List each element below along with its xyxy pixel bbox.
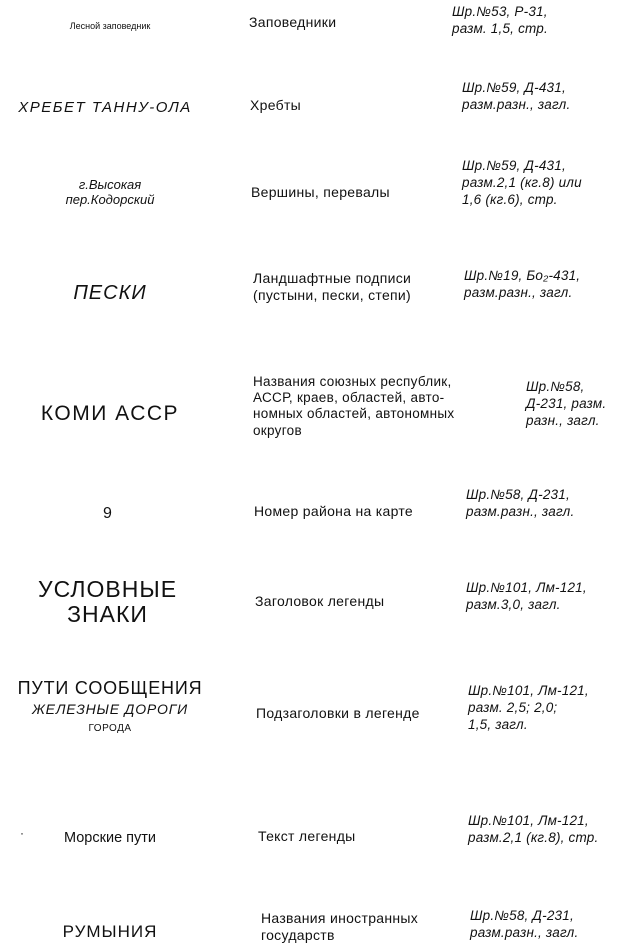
font-spec bbox=[466, 487, 574, 521]
description bbox=[256, 705, 420, 722]
description bbox=[254, 503, 413, 520]
sample-legend-subtitles bbox=[4, 678, 216, 734]
description bbox=[253, 374, 454, 439]
sample-komi bbox=[10, 402, 210, 426]
description bbox=[255, 593, 384, 610]
spec-line: разм.2,1 (кг.8) или bbox=[462, 174, 582, 190]
sample-line: УСЛОВНЫЕ bbox=[37, 576, 178, 602]
font-spec bbox=[452, 4, 548, 38]
font-spec bbox=[462, 158, 582, 209]
spec-line: Шр.№101, Лм-121, bbox=[468, 813, 589, 828]
description-line: Названия иностранных bbox=[261, 910, 419, 926]
font-spec bbox=[468, 683, 589, 734]
spec-line: Шр.№59, Д-431, bbox=[462, 158, 566, 173]
spec-line: разм.3,0, загл. bbox=[466, 596, 561, 612]
font-spec bbox=[464, 268, 580, 302]
description-line: Хребты bbox=[250, 97, 302, 113]
spec-line: Д-231, разм. bbox=[526, 395, 607, 411]
spec-line: Шр.№101, Лм-121, bbox=[468, 683, 589, 698]
description-line: Заповедники bbox=[249, 14, 337, 30]
spec-line: Шр.№101, Лм-121, bbox=[466, 580, 587, 595]
sample-reserve bbox=[20, 21, 200, 31]
description-line: (пустыни, пески, степи) bbox=[253, 286, 411, 303]
description-line: номных областей, автономных bbox=[253, 406, 455, 422]
description bbox=[258, 828, 356, 845]
spec-line: Шр.№58, bbox=[526, 379, 585, 394]
spec-line: разм. 1,5, стр. bbox=[452, 20, 548, 36]
sample-line: КОМИ АССР bbox=[40, 402, 180, 425]
sample-line: ПУТИ СООБЩЕНИЯ bbox=[17, 678, 203, 698]
description bbox=[251, 184, 390, 201]
font-spec bbox=[462, 80, 570, 114]
description-line: Названия союзных республик, bbox=[253, 374, 452, 389]
description-line: АССР, краев, областей, авто- bbox=[253, 390, 445, 406]
spec-line: Шр.№53, Р-31, bbox=[452, 4, 548, 19]
spec-line: разм.2,1 (кг.8), стр. bbox=[468, 829, 599, 845]
description-line: Вершины, перевалы bbox=[251, 184, 390, 200]
spec-line: Шр.№58, Д-231, bbox=[466, 487, 570, 502]
description-line: Заголовок легенды bbox=[255, 593, 385, 609]
description-line: Подзаголовки в легенде bbox=[256, 705, 420, 721]
sample-line: ГОРОДА bbox=[88, 722, 132, 734]
font-spec bbox=[526, 379, 606, 430]
description-line: государств bbox=[261, 926, 335, 943]
sample-ridge bbox=[10, 99, 200, 116]
spec-line: разм.разн., загл. bbox=[462, 96, 571, 112]
spec-line: разм.разн., загл. bbox=[470, 924, 579, 940]
spec-line: разм.разн., загл. bbox=[464, 284, 573, 300]
sample-line: ХРЕБЕТ ТАННУ-ОЛА bbox=[18, 99, 192, 116]
description-line: Текст легенды bbox=[258, 828, 356, 844]
spec-line: 1,5, загл. bbox=[468, 716, 528, 732]
sample-line: ЗНАКИ bbox=[67, 601, 148, 628]
spec-line: разм. 2,5; 2,0; bbox=[468, 699, 558, 715]
sample-line: пер.Кодорский bbox=[65, 191, 155, 207]
spec-line: 1,6 (кг.6), стр. bbox=[462, 191, 558, 207]
sample-romania bbox=[10, 922, 210, 942]
spec-line: Шр.№19, Бо₂-431, bbox=[464, 268, 581, 283]
description-line: Ландшафтные подписи bbox=[253, 270, 412, 286]
description bbox=[253, 270, 411, 304]
sample-line: 9 bbox=[103, 505, 112, 522]
sample-line: ЖЕЛЕЗНЫЕ ДОРОГИ bbox=[32, 700, 188, 717]
sample-district-number bbox=[10, 505, 205, 523]
spec-line: разм.разн., загл. bbox=[466, 503, 575, 519]
sample-line: РУМЫНИЯ bbox=[62, 922, 158, 941]
spec-line: разн., загл. bbox=[526, 412, 600, 428]
sample-line: ПЕСКИ bbox=[73, 282, 147, 304]
description bbox=[261, 910, 418, 944]
sample-sands bbox=[10, 282, 210, 305]
sample-legend-title bbox=[10, 577, 205, 628]
spec-line: Шр.№59, Д-431, bbox=[462, 80, 566, 95]
description-line: округов bbox=[253, 422, 302, 438]
sample-sea-routes bbox=[20, 830, 200, 847]
sample-line: Морские пути bbox=[64, 830, 156, 846]
sample-line: г.Высокая bbox=[78, 177, 142, 192]
stray-dot: · bbox=[20, 826, 24, 840]
spec-line: Шр.№58, Д-231, bbox=[470, 908, 574, 923]
font-spec bbox=[466, 580, 587, 614]
sample-line: Лесной заповедник bbox=[69, 21, 151, 31]
description bbox=[249, 14, 336, 31]
sample-peaks bbox=[10, 178, 210, 208]
font-spec bbox=[468, 813, 598, 847]
description bbox=[250, 97, 301, 114]
font-spec bbox=[470, 908, 578, 942]
description-line: Номер района на карте bbox=[254, 503, 414, 519]
